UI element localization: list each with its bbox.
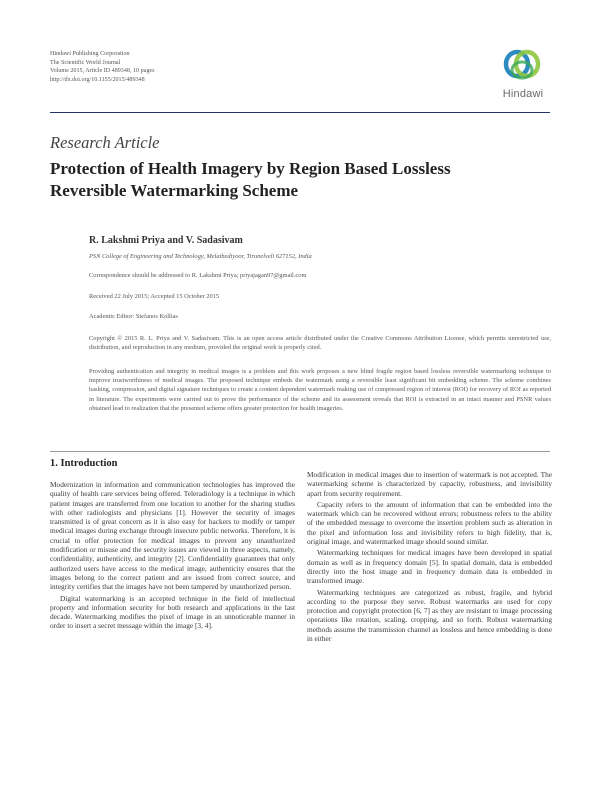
publisher-name: Hindawi Publishing Corporation — [50, 51, 130, 57]
paragraph: Modification in medical images due to insertion of watermark is not accepted. The watermarking scheme is characterized by capacity, robustness, and invisibility apart from security requirement. — [307, 470, 552, 498]
volume-info: Volume 2015, Article ID 489348, 10 pages — [50, 68, 155, 75]
title-line: Protection of Health Imagery by Region Based Lossless — [50, 159, 451, 178]
right-column — [307, 470, 552, 643]
paragraph: Digital watermarking is an accepted technique in the field of intellectual property and information security for both research and applications in the last decade. Watermarking modifies the pixel of image in an unnoticeable manner in order to insert a secret message within the image [3, 4]. — [50, 593, 295, 631]
paragraph: Watermarking techniques are categorized as robust, fragile, and hybrid according to the purpose they serve. Robust watermarks are used for copy protection and copyright protection [6, 7] as they are resistant to image processing operations like rotation, scaling, cropping, and so forth. Robust watermarking methods assume the transmission channel as lossless and hence embedding is done in either — [307, 587, 552, 644]
copyright-notice: Copyright © 2015 R. L. Priya and V. Sadasivam. This is an open access article distributed under the Creative Commons Attribution License, which permits unrestricted use, distribution, and reproduction in any medium, provided the original work is properly cited. — [89, 335, 551, 352]
paragraph: Watermarking techniques for medical images have been developed in spatial domain as well as in frequency domain [5]. In spatial domain, data is embedded directly into the host image and in frequency domain data is embedded in transformed image. — [307, 548, 552, 586]
paragraph: Modernization in information and communication technologies has improved the quality of health care services being offered. Teleradiology is a technique in which patient images are transferred from one location to another for the sharing studies with other radiologists and physicians [1]. However the security of images transmitted is of great concern as it is also easy for hackers to modify or tamper medical images during exchange through insecure public networks. Therefore, it is crucial to offer protection for medical images to prevent any unauthorized modification or misuse and the security issues are viewed in three aspects, namely, confidentiality, authenticity, and integrity [2]. Confidentiality guarantees that only authorized users have access to the medical image, authenticity ensures that the images belong to the correct patient and are issued from correct source, and integrity certifies that the images have not been tampered by unauthorized person. — [50, 480, 295, 592]
academic-editor: Academic Editor: Stefanos Kollias — [89, 313, 178, 320]
logo-wordmark: Hindawi — [502, 88, 544, 100]
article-title — [50, 158, 550, 202]
received-dates: Received 22 July 2015; Accepted 15 October 2015 — [89, 293, 220, 300]
journal-header — [50, 50, 350, 84]
abstract: Providing authentication and integrity in medical images is a problem and this work proposes a new blind fragile region based lossless reversible watermarking technique to improve trustworthiness of medical images. The proposed technique embeds the watermark using a reversible least significant bit embedding scheme. The scheme combines hashing, compression, and digital signature techniques to create a content dependent watermark making use of compressed region of interest (ROI) for recovery of ROI as reported in literature. The experiments were carried out to prove the performance of the scheme and its assessment reveals that ROI is extracted in an intact manner and PSNR values obtained lead to realization that the presented scheme offers greater protection for health imageries. — [89, 368, 551, 412]
title-line: Reversible Watermarking Scheme — [50, 181, 299, 200]
hindawi-logo-icon — [495, 46, 551, 88]
authors: R. Lakshmi Priya and V. Sadasivam — [89, 235, 243, 246]
left-column — [50, 458, 295, 631]
paragraph: Capacity refers to the amount of information that can be embedded into the watermark which can be recovered without errors; robustness refers to the ability of the embedded message to overcome the insertion problem such as alteration in the pixel and information loss and invisibility refers to high fidelity, that is, original image, and watermarked image should sound similar. — [307, 499, 552, 547]
affiliation: PSN College of Engineering and Technology, Melathediyoor, Tirunelveli 627152, India — [89, 253, 312, 260]
correspondence: Correspondence should be addressed to R. Lakshmi Priya; priyajagan97@gmail.com — [89, 272, 307, 279]
header-divider — [50, 112, 550, 113]
section-heading: 1. Introduction — [50, 458, 118, 469]
hindawi-logo — [495, 46, 551, 104]
doi-link[interactable]: http://dx.doi.org/10.1155/2015/489348 — [50, 76, 145, 83]
journal-name: The Scientific World Journal — [50, 59, 121, 66]
abstract-divider — [50, 451, 550, 452]
article-type: Research Article — [50, 133, 160, 152]
